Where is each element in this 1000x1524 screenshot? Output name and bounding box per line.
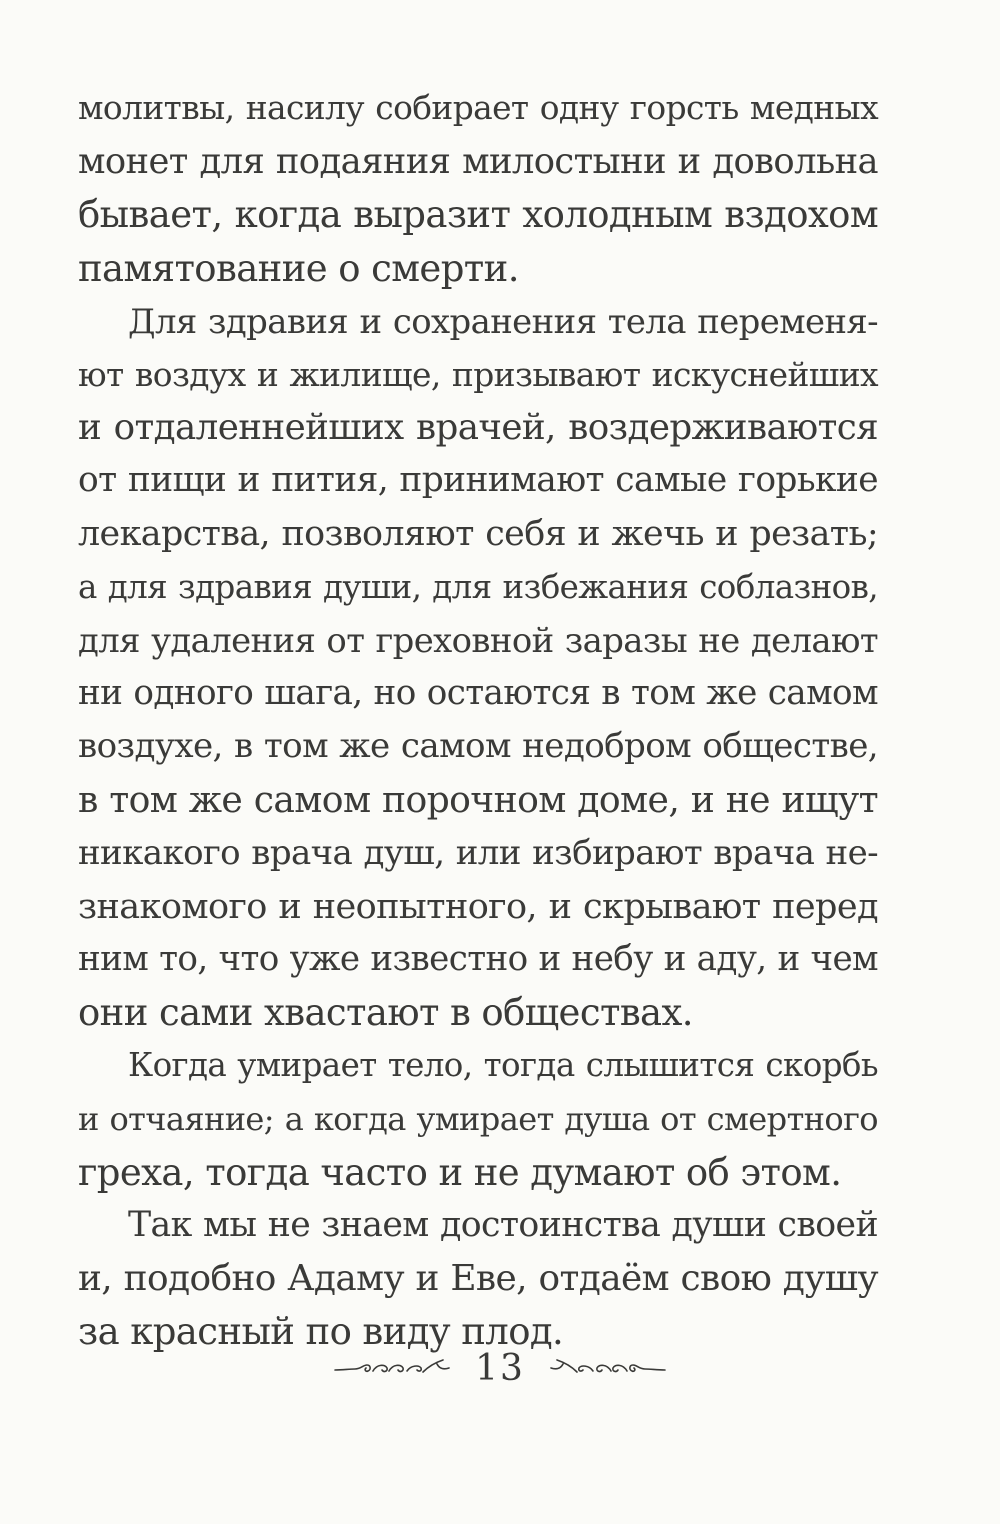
flourish-right-icon (547, 1356, 667, 1380)
text-line: знакомого и неопытного, и скрывают перед (78, 885, 878, 927)
body-text (78, 82, 878, 1359)
text-line: от пищи и пития, принимают самые горькие (78, 460, 878, 501)
text-line: и отчаяние; а когда умирает душа от смертного (78, 1099, 878, 1138)
text-line: памятование о смерти. (78, 246, 519, 290)
text-line: Для здравия и сохранения тела переменя- (128, 301, 878, 341)
text-line: они сами хвастают в обществах. (78, 991, 693, 1035)
text-line: воздухе, в том же самом недобром обществе, (78, 726, 878, 767)
text-line: лекарства, позволяют себя и жечь и резать; (78, 513, 878, 554)
flourish-left-icon (333, 1356, 453, 1380)
text-line: ни одного шага, но остаются в том же самом (78, 673, 878, 714)
text-line: молитвы, насилу собирает одну горсть медных (78, 89, 878, 127)
text-line: и отдаленнейших врачей, воздерживаются (78, 407, 878, 449)
page-number: 13 (475, 1347, 525, 1389)
text-line: бывает, когда выразит холодным вздохом (78, 193, 878, 237)
text-line: Так мы не знаем достоинства души своей (128, 1204, 878, 1245)
text-line: монет для подаяния милостыни и довольна (78, 141, 878, 183)
text-line: за красный по виду плод. (78, 1310, 564, 1354)
text-line: греха, тогда часто и не думают об этом. (78, 1150, 842, 1194)
text-line: и, подобно Адаму и Еве, отдаём свою душу (78, 1258, 878, 1300)
text-line: ним то, что уже известно и небу и аду, и чем (78, 939, 878, 979)
text-line: а для здравия души, для избежания соблазнов, (78, 567, 878, 606)
text-line: в том же самом порочном доме, и не ищут (78, 778, 878, 822)
text-line: Когда умирает тело, тогда слышится скорбь (128, 1046, 878, 1085)
text-line: ют воздух и жилище, призывают искуснейших (78, 354, 878, 394)
text-line: никакого врача душ, или избирают врача не- (78, 832, 878, 873)
text-line: для удаления от греховной заразы не делают (78, 620, 878, 660)
page-footer (0, 1338, 1000, 1398)
